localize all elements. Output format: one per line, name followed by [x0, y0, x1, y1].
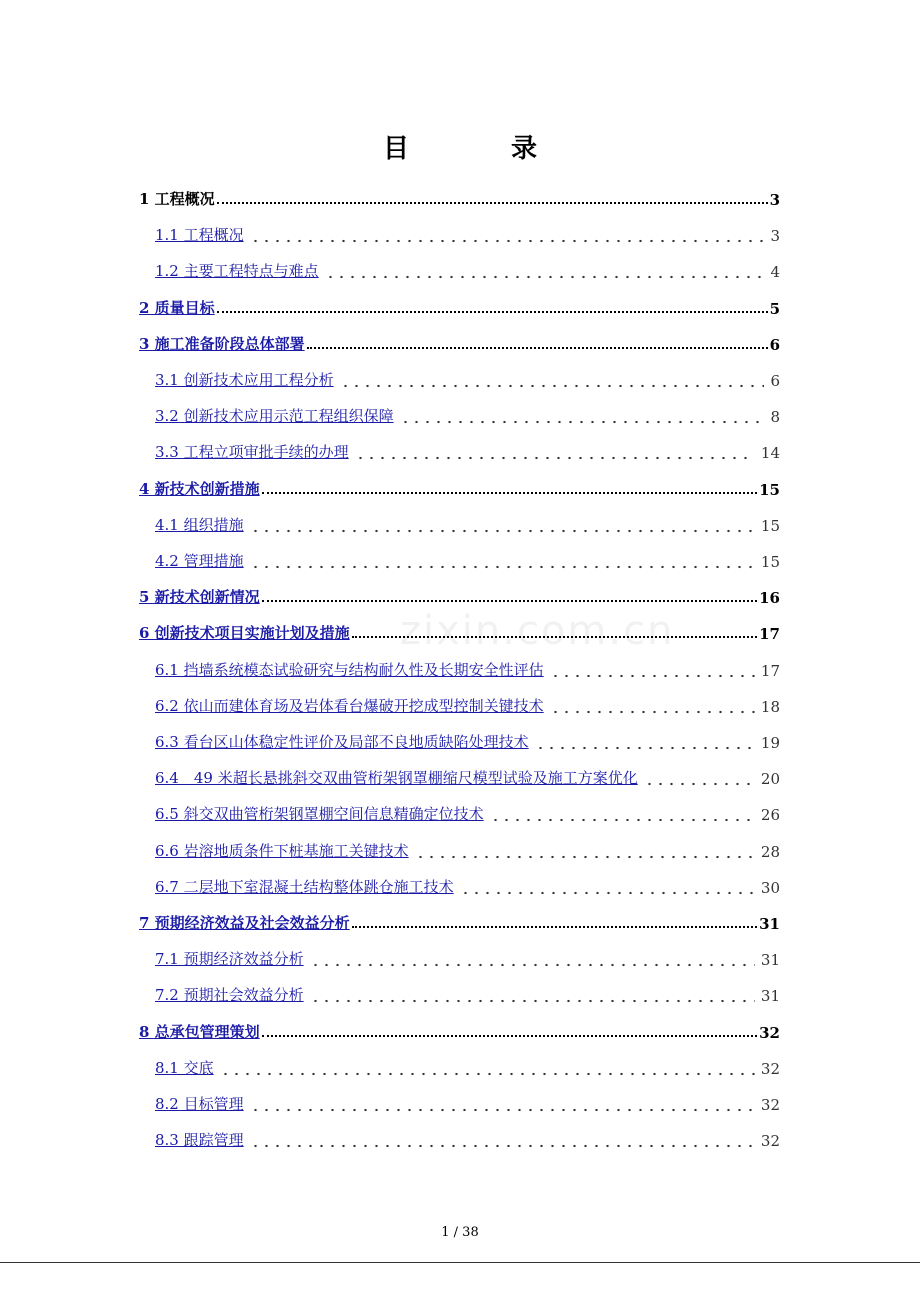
page-title: 目 录 — [382, 134, 575, 164]
toc-entry-page-number: 15 — [760, 553, 780, 571]
toc-entry-page-number: 30 — [760, 878, 780, 897]
toc-entry-page-number: 20 — [760, 770, 780, 789]
toc-entry-section[interactable] — [155, 221, 780, 245]
toc-leader-dots — [550, 662, 755, 678]
toc-entry-page-number: 17 — [759, 625, 780, 644]
toc-entry-page-number: 3 — [769, 191, 780, 209]
toc-entry-page-number: 31 — [759, 915, 780, 933]
toc-leader-dots — [262, 588, 757, 602]
toc-entry-page-number: 19 — [760, 734, 780, 752]
toc-entry-section[interactable] — [155, 1090, 780, 1114]
toc-entry-page-number: 5 — [769, 299, 780, 318]
toc-leader-dots — [325, 263, 765, 279]
toc-entry-page-number: 32 — [760, 1132, 780, 1151]
toc-leader-dots — [535, 734, 755, 750]
toc-leader-dots — [250, 553, 755, 569]
toc-leader-dots — [250, 1096, 755, 1112]
toc-entry-label: 5 新技术创新情况 — [139, 588, 260, 607]
toc-leader-dots — [644, 770, 755, 786]
toc-entry-page-number: 28 — [760, 842, 780, 861]
toc-leader-dots — [460, 879, 755, 895]
toc-leader-dots — [217, 299, 768, 313]
toc-leader-dots — [355, 444, 755, 460]
toc-entry-chapter[interactable] — [139, 583, 780, 607]
toc-leader-dots — [250, 227, 765, 243]
toc-leader-dots — [262, 480, 757, 494]
toc-entry-page-number: 6 — [770, 372, 780, 390]
toc-entry-chapter[interactable] — [139, 475, 780, 499]
page-indicator: 1 / 38 — [441, 1225, 479, 1240]
toc-entry-page-number: 31 — [760, 987, 780, 1006]
toc-entry-label: 3 施工准备阶段总体部署 — [139, 334, 305, 353]
toc-entry-label: 7.1 预期经济效益分析 — [155, 950, 304, 969]
toc-entry-section[interactable] — [155, 547, 780, 571]
toc-entry-page-number: 16 — [759, 589, 780, 608]
toc-leader-dots — [307, 335, 768, 349]
toc-entry-section[interactable] — [155, 692, 780, 716]
toc-entry-label: 6.4 49 米超长悬挑斜交双曲管桁架钢罩棚缩尺模型试验及施工方案优化 — [155, 769, 638, 788]
toc-entry-label: 6.7 二层地下室混凝土结构整体跳仓施工技术 — [155, 877, 454, 896]
toc-entry-label: 1.2 主要工程特点与难点 — [155, 262, 319, 281]
toc-entry-label: 2 质量目标 — [139, 298, 215, 317]
toc-entry-page-number: 26 — [760, 806, 780, 825]
toc-entry-label: 1.1 工程概况 — [155, 226, 244, 245]
toc-entry-section[interactable] — [155, 511, 780, 535]
toc-entry-section[interactable] — [155, 837, 780, 861]
toc-leader-dots — [490, 806, 755, 822]
toc-entry-page-number: 3 — [770, 227, 780, 246]
toc-entry-label: 8.3 跟踪管理 — [155, 1131, 244, 1150]
toc-leader-dots — [352, 914, 757, 928]
toc-entry-section[interactable] — [155, 366, 780, 390]
toc-entry-label: 6.1 挡墙系统模态试验研究与结构耐久性及长期安全性评估 — [155, 660, 544, 679]
toc-entry-section[interactable] — [155, 402, 780, 426]
toc-leader-dots — [220, 1060, 755, 1076]
toc-leader-dots — [400, 408, 765, 424]
toc-entry-chapter[interactable] — [139, 294, 780, 318]
toc-entry-chapter[interactable] — [139, 330, 780, 354]
toc-leader-dots — [310, 987, 755, 1003]
toc-entry-page-number: 32 — [759, 1023, 780, 1042]
toc-entry-label: 6.3 看台区山体稳定性评价及局部不良地质缺陷处理技术 — [155, 733, 529, 751]
toc-entry-section[interactable] — [155, 257, 780, 281]
toc-entry-label: 6.5 斜交双曲管桁架钢罩棚空间信息精确定位技术 — [155, 805, 484, 824]
toc-entry-section[interactable] — [155, 728, 780, 752]
toc-entry-label: 4.2 管理措施 — [155, 552, 244, 570]
toc-entry-label: 4.1 组织措施 — [155, 515, 244, 534]
toc-entry-chapter[interactable] — [139, 909, 780, 933]
toc-leader-dots — [250, 517, 755, 533]
toc-entry-label: 7 预期经济效益及社会效益分析 — [139, 914, 350, 932]
toc-entry-page-number: 8 — [770, 408, 780, 427]
toc-entry-label: 7.2 预期社会效益分析 — [155, 986, 304, 1005]
toc-entry-chapter[interactable] — [139, 619, 780, 643]
toc-entry-label: 3.1 创新技术应用工程分析 — [155, 371, 334, 389]
toc-entry-page-number: 14 — [760, 444, 780, 463]
toc-leader-dots — [352, 624, 757, 638]
toc-leader-dots — [340, 372, 765, 388]
toc-entry-page-number: 32 — [760, 1096, 780, 1114]
toc-entry-section[interactable] — [155, 764, 780, 788]
toc-entry-page-number: 6 — [769, 335, 780, 354]
toc-entry-label: 8.1 交底 — [155, 1058, 214, 1077]
toc-entry-label: 6.2 依山而建体育场及岩体看台爆破开挖成型控制关键技术 — [155, 696, 544, 715]
watermark: zixin.com.cn — [400, 608, 675, 654]
toc-entry-page-number: 18 — [760, 697, 780, 716]
toc-leader-dots — [415, 843, 755, 859]
toc-entry-page-number: 15 — [759, 480, 780, 499]
toc-entry-section[interactable] — [155, 1054, 780, 1078]
footer-divider — [0, 1262, 920, 1263]
toc-entry-section[interactable] — [155, 945, 780, 969]
toc-leader-dots — [310, 951, 755, 967]
toc-entry-section[interactable] — [155, 873, 780, 897]
toc-entry-section[interactable] — [155, 800, 780, 824]
toc-entry-page-number: 17 — [760, 661, 780, 680]
toc-entry-label: 8 总承包管理策划 — [139, 1022, 260, 1041]
toc-entry-section[interactable] — [155, 438, 780, 462]
toc-entry-section[interactable] — [155, 1126, 780, 1150]
toc-entry-label: 6 创新技术项目实施计划及措施 — [139, 624, 350, 643]
toc-entry-section[interactable] — [155, 981, 780, 1005]
toc-entry-label: 3.2 创新技术应用示范工程组织保障 — [155, 407, 394, 426]
toc-entry-chapter — [139, 185, 780, 209]
toc-leader-dots — [550, 698, 755, 714]
toc-leader-dots — [250, 1132, 755, 1148]
toc-entry-page-number: 15 — [760, 516, 780, 535]
toc-entry-label: 3.3 工程立项审批手续的办理 — [155, 443, 349, 462]
toc-entry-page-number: 4 — [770, 263, 780, 282]
toc-entry-label: 4 新技术创新措施 — [139, 479, 260, 498]
toc-leader-dots — [217, 190, 768, 204]
toc-entry-label: 1 工程概况 — [139, 190, 215, 208]
toc-entry-page-number: 32 — [760, 1059, 780, 1078]
toc-entry-label: 8.2 目标管理 — [155, 1095, 244, 1113]
toc-entry-label: 6.6 岩溶地质条件下桩基施工关键技术 — [155, 841, 409, 860]
toc-entry-page-number: 31 — [760, 951, 780, 970]
toc-leader-dots — [262, 1023, 757, 1037]
toc-entry-chapter[interactable] — [139, 1018, 780, 1042]
toc-entry-section[interactable] — [155, 656, 780, 680]
